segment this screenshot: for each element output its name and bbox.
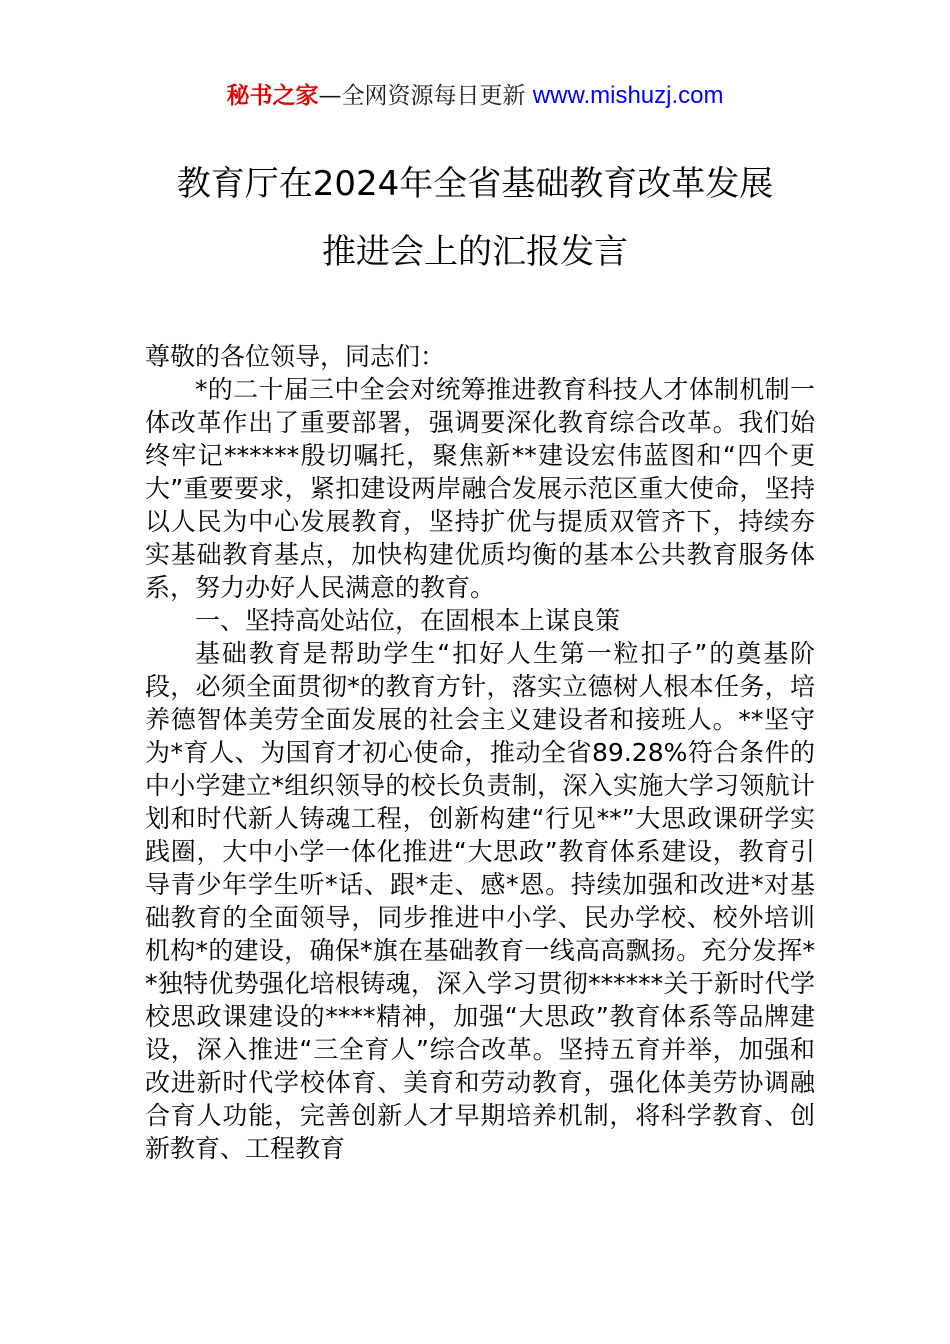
site-url-link[interactable]: www.mishuzj.com [532, 82, 724, 109]
paragraph-section-1: 基础教育是帮助学生“扣好人生第一粒扣子”的奠基阶段，必须全面贯彻*的教育方针，落实立德树人根本任务，培养德智体美劳全面发展的社会主义建设者和接班人。**坚守为*育人、为国育才初心使命，推动全省89.28%符合条件的中小学建立*组织领导的校长负责制，深入实施大学习领航计划和时代新人铸魂工程，创新构建“行见**”大思政课研学实践圈，大中小学一体化推进“大思政”教育体系建设，教育引导青少年学生听*话、跟*走、感*恩。持续加强和改进*对基础教育的全面领导，同步推进中小学、民办学校、校外培训机构*的建设，确保*旗在基础教育一线高高飘扬。充分发挥**独特优势强化培根铸魂，深入学习贯彻******关于新时代学校思政课建设的****精神，加强“大思政”教育体系等品牌建设，深入推进“三全育人”综合改革。坚持五育并举，加强和改进新时代学校体育、美育和劳动教育，强化体美劳协调融合育人功能，完善创新人才早期培养机制，将科学教育、创新教育、工程教育 [145, 639, 815, 1163]
brand-name: 秘书之家 [226, 83, 319, 109]
section-heading-1: 一、坚持高处站位，在固根本上谋良策 [195, 606, 621, 635]
header-tagline: —全网资源每日更新 [318, 83, 533, 109]
paragraph-intro: *的二十届三中全会对统筹推进教育科技人才体制机制一体改革作出了重要部署，强调要深化教育综合改革。我们始终牢记******殷切嘱托，聚焦新**建设宏伟蓝图和“四个更大”重要要求，紧扣建设两岸融合发展示范区重大使命，坚持以人民为中心发展教育，坚持扩优与提质双管齐下，持续夯实基础教育基点，加快构建优质均衡的基本公共教育服务体系，努力办好人民满意的教育。 [145, 375, 815, 602]
site-header [0, 80, 950, 112]
salutation: 尊敬的各位领导，同志们： [145, 342, 446, 371]
title-line-1: 教育厅在2024年全省基础教育改革发展 [176, 164, 774, 204]
document-body [145, 340, 815, 1165]
document-title [0, 150, 950, 286]
title-line-2: 推进会上的汇报发言 [322, 232, 628, 272]
